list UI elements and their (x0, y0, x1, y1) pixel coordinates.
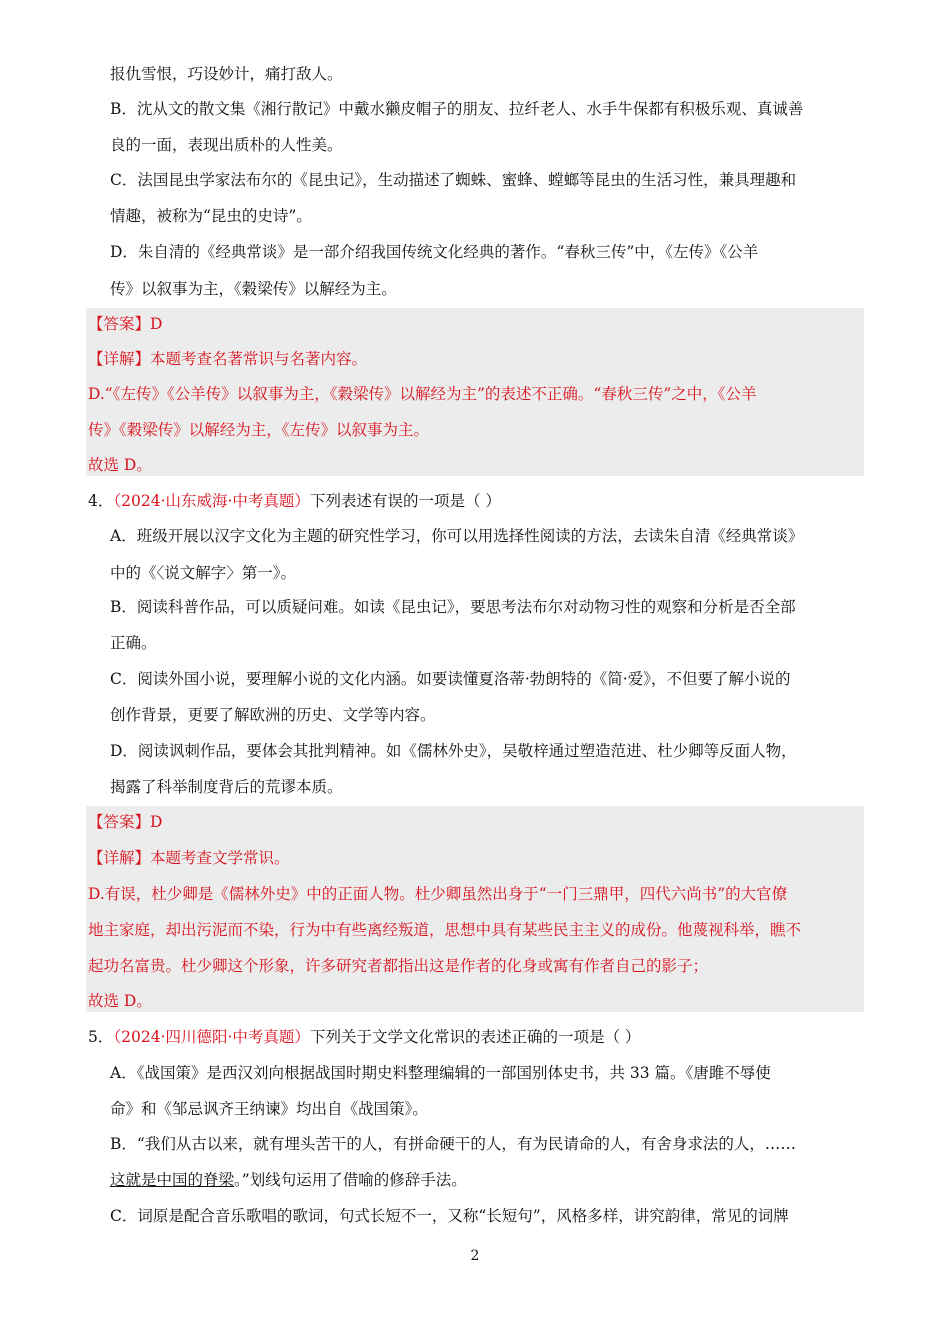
q3-option-b-line2: 良的一面，表现出质朴的人性美。 (110, 136, 343, 154)
q5-option-c-line1: C．词原是配合音乐歌唱的歌词，句式长短不一，又称“长短句”，风格多样，讲究韵律，常见的词牌 (110, 1207, 789, 1225)
q3-option-c-line1: C．法国昆虫学家法布尔的《昆虫记》，生动描述了蜘蛛、蜜蜂、螳螂等昆虫的生活习性，兼具理趣和 (110, 171, 797, 189)
detail-text: 本题考查名著常识与名著内容。 (150, 350, 368, 368)
q4-option-d-line1: D．阅读讽刺作品，要体会其批判精神。如《儒林外史》，吴敬梓通过塑造范进、杜少卿等反面人物， (110, 742, 797, 760)
q4-option-b-line2: 正确。 (110, 634, 157, 652)
answer-value: D (150, 813, 163, 831)
q5-option-a-line1: A．《战国策》是西汉刘向根据战国时期史料整理编辑的一部国别体史书，共 33 篇。《唐雎不辱使 (110, 1064, 771, 1082)
question-text: 下列关于文学文化常识的表述正确的一项是（ ） (309, 1028, 641, 1046)
detail-line-q4 (88, 848, 290, 868)
explanation-q4-line2: 地主家庭，却出污泥而不染，行为中有些离经叛道，思想中具有某些民主主义的成份。他蔑视科举，瞧不 (88, 921, 802, 939)
q4-option-c-line1: C．阅读外国小说，要理解小说的文化内涵。如要读懂夏洛蒂·勃朗特的《简·爱》，不但要了解小说的 (110, 670, 791, 688)
answer-line-q4 (88, 812, 162, 832)
q5-option-a-line2: 命》和《邹忌讽齐王纳谏》均出自《战国策》。 (110, 1100, 428, 1118)
answer-line-q3 (88, 314, 162, 334)
q3-option-c-line2: 情趣，被称为“昆虫的史诗”。 (110, 207, 312, 225)
q3-option-a-tail: 报仇雪恨，巧设妙计，痛打敌人。 (110, 65, 343, 83)
q5-option-b-line1: B．“我们从古以来，就有埋头苦干的人，有拼命硬干的人，有为民请命的人，有舍身求法的人，…… (110, 1135, 796, 1153)
q4-option-b-line1: B．阅读科普作品，可以质疑问难。如读《昆虫记》，要思考法布尔对动物习性的观察和分析是否全部 (110, 598, 796, 616)
explanation-q4-line3: 起功名富贵。杜少卿这个形象，许多研究者都指出这是作者的化身或寓有作者自己的影子； (88, 957, 709, 975)
option-b-rest: 。”划线句运用了借喻的修辞手法。 (234, 1171, 467, 1189)
answer-label: 【答案】 (88, 813, 151, 831)
detail-label: 【详解】 (88, 849, 151, 867)
detail-label: 【详解】 (88, 350, 151, 368)
underlined-sentence: 这就是中国的脊梁 (110, 1171, 235, 1189)
question-source: （2024·山东威海·中考真题） (113, 492, 310, 510)
q4-option-a-line1: A．班级开展以汉字文化为主题的研究性学习，你可以用选择性阅读的方法，去读朱自清《经典常谈》 (110, 527, 804, 545)
q5-option-b-line2 (110, 1170, 467, 1190)
q3-option-b-line1: B．沈从文的散文集《湘行散记》中戴水獭皮帽子的朋友、拉纤老人、水手牛保都有积极乐观、真诚善 (110, 100, 804, 118)
choose-q4: 故选 D。 (88, 992, 152, 1010)
q4-option-c-line2: 创作背景，更要了解欧洲的历史、文学等内容。 (110, 706, 436, 724)
question-number: 5． (88, 1028, 114, 1046)
question-5-stem (88, 1027, 640, 1047)
answer-block-q4 (86, 806, 864, 1012)
explanation-q3-line1: D.“《左传》《公羊传》以叙事为主，《穀梁传》以解经为主”的表述不正确。“春秋三传”之中，《公羊 (88, 385, 757, 403)
q3-option-d-line1: D．朱自清的《经典常谈》是一部介绍我国传统文化经典的著作。“春秋三传”中，《左传》《公羊 (110, 243, 759, 261)
q4-option-a-line2: 中的《〈说文解字〉第一》。 (110, 564, 297, 582)
answer-label: 【答案】 (88, 315, 151, 333)
choose-q3: 故选 D。 (88, 456, 152, 474)
explanation-q3-line2: 传》《穀梁传》以解经为主，《左传》以叙事为主。 (88, 421, 430, 439)
q4-option-d-line2: 揭露了科举制度背后的荒谬本质。 (110, 778, 343, 796)
detail-line-q3 (88, 349, 367, 369)
question-source: （2024·四川德阳·中考真题） (113, 1028, 310, 1046)
question-text: 下列表述有误的一项是（ ） (309, 492, 501, 510)
question-4-stem (88, 491, 501, 511)
answer-value: D (150, 315, 163, 333)
question-number: 4． (88, 492, 114, 510)
detail-text: 本题考查文学常识。 (150, 849, 290, 867)
q3-option-d-line2: 传》以叙事为主，《穀梁传》以解经为主。 (110, 280, 397, 298)
page-number: 2 (470, 1248, 480, 1264)
explanation-q4-line1: D.有误，杜少卿是《儒林外史》中的正面人物。杜少卿虽然出身于“一门三鼎甲，四代六尚书”的大官僚 (88, 885, 788, 903)
